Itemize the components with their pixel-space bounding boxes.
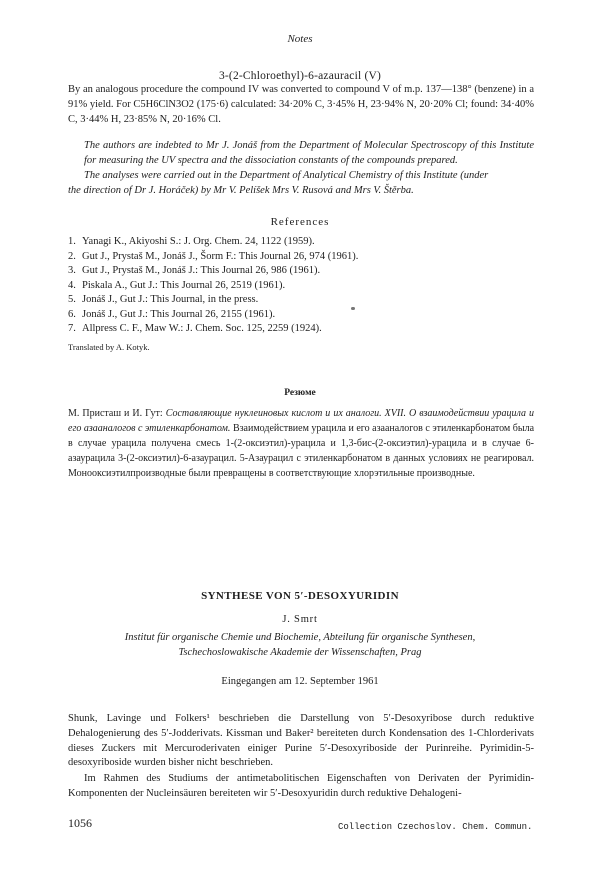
resume-title: Составляющие нуклеиновых кислот и их аналоги. XVII. О взаимодействии урацила и его азааналогов с этиленкарбонатом. [68, 408, 535, 434]
reference-item: 2. Gut J., Prystaš M., Jonáš J., Šorm F.: This Journal 26, 974 (1961). [68, 250, 359, 262]
author-affiliation [0, 630, 600, 660]
resume-paragraph [68, 406, 534, 481]
reference-item: 1. Yanagi K., Akiyoshi S.: J. Org. Chem. 24, 1122 (1959). [68, 236, 315, 247]
reference-item: 6. Jonáš J., Gut J.: This Journal 26, 2155 (1961). [68, 308, 276, 320]
journal-footer: Collection Czechoslov. Chem. Commun. [338, 822, 533, 832]
body-paragraph-1: Shunk, Lavinge und Folkers¹ beschrieben die Darstellung von 5′-Desoxyribose durch reduktive Dehalogenierung des 5′-Jodderivats. Kissman und Baker² bereiteten durch Kondensation des 1-Chlorderivats dieses Zuckers mit Mercuroderivaten einiger Purine 5′-Desoxyriboside der Purinreihe. Pyrimidin-5-desoxyriboside wurden bisher nicht beschrieben. [68, 713, 534, 769]
resume-body: Взаимодействием урацила и его азааналогов с этиленкарбонатом была в случае урацила получена смесь 1-(2-оксиэтил)-урацила и 1,3-бис-(2-оксиэтил)-урацила и в случае 6-азаурацила 3-(2-оксиэтил)-6-азаурацил. 5-Азаурацил с этиленкарбонатом в данных условиях не реагировал. Монооксиэтилпроизводные были превращены в соответствующие хлорэтильные производные. [68, 423, 535, 479]
translator-credit: Translated by A. Kotyk. [68, 342, 150, 352]
page-number: 1056 [68, 816, 92, 830]
received-date: Eingegangen am 12. September 1961 [221, 676, 379, 687]
affiliation-line-1: Institut für organische Chemie und Biochemie, Abteilung für organische Synthesen, [124, 632, 476, 643]
references-list [68, 235, 538, 337]
resume-authors: М. Присташ и И. Гут: [68, 408, 163, 419]
print-speck [351, 307, 355, 310]
reference-item: 4. Piskala A., Gut J.: This Journal 26, 2519 (1961). [68, 279, 286, 291]
acknowledgement-paragraph-3: the direction of Dr J. Horáček) by Mr V. Pelíšek Mrs V. Rusová and Mrs V. Štěrba. [68, 185, 414, 196]
acknowledgement-paragraph-2: The analyses were carried out in the Department of Analytical Chemistry of this Institute (under [84, 170, 489, 181]
compound-paragraph: By an analogous procedure the compound IV was converted to compound V of m.p. 137—138° (benzene) in a 91% yield. For C5H6ClN3O2 (175·6) calculated: 34·20% C, 3·45% H, 23·94% N, 20·20% Cl; found: 34·40% C, 3·44% H, 23·85% N, 20·16% Cl. [68, 84, 534, 125]
body-paragraph-2: Im Rahmen des Studiums der antimetabolitischen Eigenschaften von Derivaten der Pyrimidin-Komponenten der Nucleinsäuren bereiteten wir 5′-Desoxyuridin durch reduktive Dehalogeni- [68, 773, 534, 799]
article-title: SYNTHESE VON 5′-DESOXYURIDIN [201, 590, 399, 602]
references-heading: References [270, 216, 330, 228]
reference-item: 5. Jonáš J., Gut J.: This Journal, in the press. [68, 294, 259, 305]
affiliation-line-2: Tschechoslowakische Akademie der Wissenschaften, Prag [178, 647, 422, 658]
reference-item: 7. Allpress C. F., Maw W.: J. Chem. Soc. 125, 2259 (1924). [68, 323, 322, 334]
acknowledgement-paragraph-1: The authors are indebted to Mr J. Jonáš from the Department of Molecular Spectroscopy of this Institute for measuring the UV spectra and the dissociation constants of the compounds prepared. [84, 140, 534, 166]
article-author: J. Smrt [282, 614, 318, 625]
running-head: Notes [287, 33, 313, 45]
resume-heading: Резюме [284, 388, 316, 398]
reference-item: 3. Gut J., Prystaš M., Jonáš J.: This Journal 26, 986 (1961). [68, 265, 321, 276]
compound-subheading: 3-(2-Chloroethyl)-6-azauracil (V) [218, 70, 382, 82]
